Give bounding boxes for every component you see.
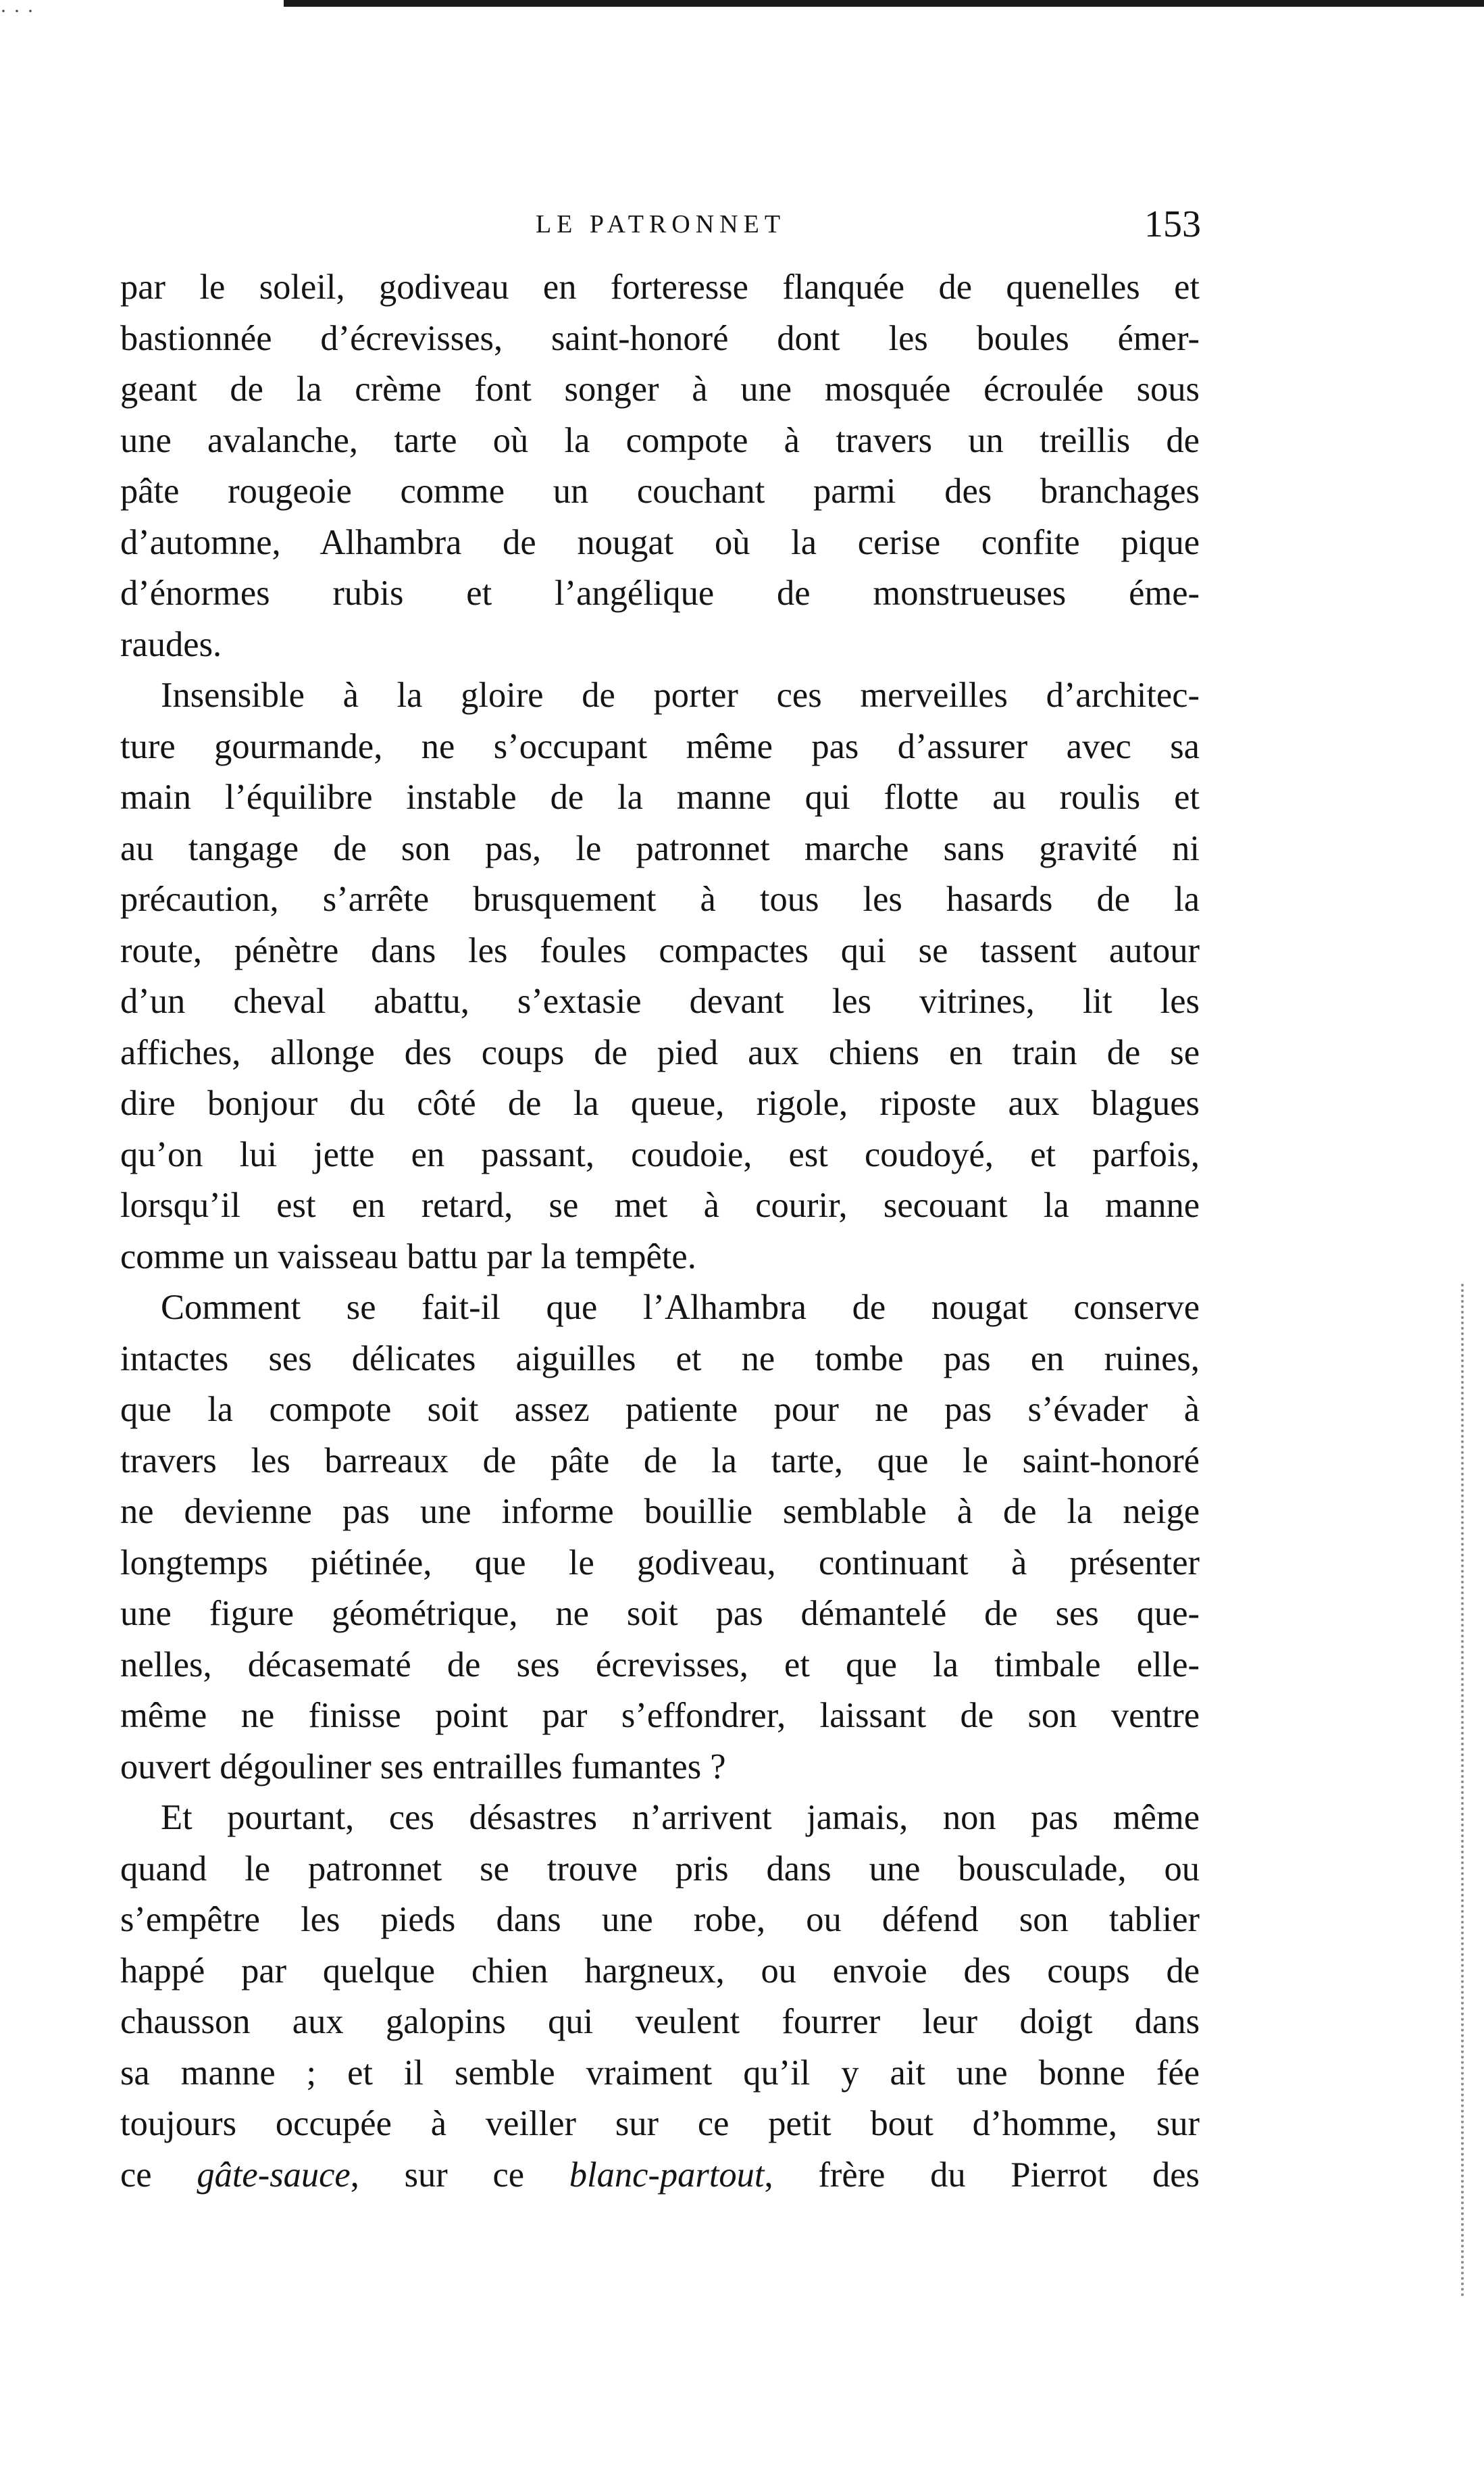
- text-line: Insensible à la gloire de porter ces merveilles d’architec-: [161, 676, 1200, 715]
- body-text: [120, 262, 1200, 2201]
- text-line: d’énormes rubis et l’angélique de monstrueuses éme-: [120, 574, 1200, 613]
- text-line: lorsqu’il est en retard, se met à courir, secouant la manne: [120, 1186, 1200, 1225]
- text-line: travers les barreaux de pâte de la tarte, que le saint-honoré: [120, 1441, 1200, 1480]
- page-number: 153: [1144, 203, 1201, 245]
- text-line: ouvert dégouliner ses entrailles fumantes ?: [120, 1747, 726, 1786]
- text-run: , sur ce: [350, 2155, 569, 2195]
- text-run: , frère du Pierrot des: [764, 2155, 1200, 2195]
- paragraph-4: [120, 1793, 1200, 2201]
- italic-term: blanc-partout: [569, 2155, 765, 2195]
- text-line: affiches, allonge des coups de pied aux chiens en train de se: [120, 1032, 1200, 1072]
- text-line: précaution, s’arrête brusquement à tous les hasards de la: [120, 880, 1200, 919]
- text-line: par le soleil, godiveau en forteresse flanquée de quenelles et: [120, 268, 1200, 307]
- text-line: Comment se fait-il que l’Alhambra de nougat conserve: [161, 1288, 1200, 1327]
- text-line: Et pourtant, ces désastres n’arrivent jamais, non pas même: [161, 1798, 1200, 1837]
- margin-edge-marks: [1461, 1284, 1477, 2297]
- top-edge-rule: [284, 0, 1484, 7]
- text-line: d’automne, Alhambra de nougat où la cerise confite pique: [120, 522, 1200, 562]
- text-line: qu’on lui jette en passant, coudoie, est coudoyé, et parfois,: [120, 1134, 1200, 1174]
- text-line: sa manne ; et il semble vraiment qu’il y ait une bonne fée: [120, 2053, 1200, 2093]
- text-line: une avalanche, tarte où la compote à travers un treillis de: [120, 420, 1200, 460]
- text-line: main l’équilibre instable de la manne qui flotte au roulis et: [120, 778, 1200, 817]
- text-line: au tangage de son pas, le patronnet marche sans gravité ni: [120, 828, 1200, 868]
- paragraph-2: [120, 670, 1200, 1282]
- running-title: LE PATRONNET: [535, 210, 786, 239]
- text-line: longtemps piétinée, que le godiveau, continuant à présenter: [120, 1543, 1200, 1582]
- text-line: nelles, décasematé de ses écrevisses, et que la timbale elle-: [120, 1645, 1200, 1684]
- top-edge-marks: ···: [0, 0, 41, 22]
- text-line: que la compote soit assez patiente pour ne pas s’évader à: [120, 1390, 1200, 1429]
- text-line: geant de la crème font songer à une mosquée écroulée sous: [120, 370, 1200, 409]
- text-line: pâte rougeoie comme un couchant parmi des branchages: [120, 472, 1200, 511]
- text-line: route, pénètre dans les foules compactes qui se tassent autour: [120, 930, 1200, 970]
- italic-term: gâte-sauce: [197, 2155, 351, 2195]
- text-line: comme un vaisseau battu par la tempête.: [120, 1236, 696, 1276]
- text-line: d’un cheval abattu, s’extasie devant les vitrines, lit les: [120, 982, 1200, 1021]
- page-header: [120, 203, 1201, 257]
- text-line: ne devienne pas une informe bouillie semblable à de la neige: [120, 1492, 1200, 1531]
- text-line: raudes.: [120, 624, 222, 664]
- text-line: chausson aux galopins qui veulent fourrer leur doigt dans: [120, 2002, 1200, 2041]
- text-line: toujours occupée à veiller sur ce petit bout d’homme, sur: [120, 2104, 1200, 2143]
- text-line: une figure géométrique, ne soit pas démantelé de ses que-: [120, 1594, 1200, 1633]
- text-run: ce: [120, 2155, 197, 2195]
- text-line: même ne finisse point par s’effondrer, laissant de son ventre: [120, 1696, 1200, 1735]
- text-line: happé par quelque chien hargneux, ou envoie des coups de: [120, 1951, 1200, 1991]
- text-line: bastionnée d’écrevisses, saint-honoré dont les boules émer-: [120, 318, 1200, 358]
- text-line: intactes ses délicates aiguilles et ne tombe pas en ruines,: [120, 1338, 1200, 1378]
- text-line: ture gourmande, ne s’occupant même pas d’assurer avec sa: [120, 726, 1200, 766]
- paragraph-3: [120, 1282, 1200, 1793]
- text-line-with-italics: [120, 2150, 1200, 2201]
- text-line: quand le patronnet se trouve pris dans une bousculade, ou: [120, 1849, 1200, 1888]
- paragraph-1: [120, 262, 1200, 670]
- text-line: dire bonjour du côté de la queue, rigole, riposte aux blagues: [120, 1084, 1200, 1123]
- text-line: s’empêtre les pieds dans une robe, ou défend son tablier: [120, 1900, 1200, 1939]
